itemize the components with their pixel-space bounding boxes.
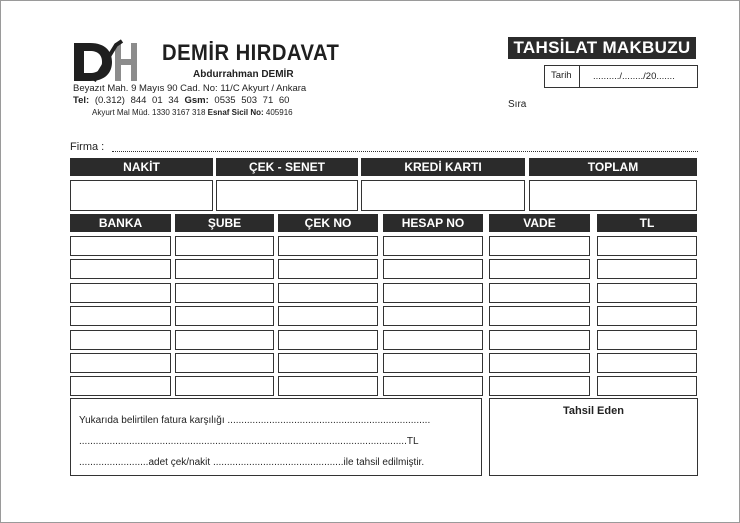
collector-label: Tahsil Eden [563, 405, 624, 417]
gsm-value: 0535 503 71 60 [214, 95, 290, 106]
table-cell-vade[interactable] [489, 330, 590, 350]
table-header-sube: ŞUBE [175, 214, 274, 232]
toplam-field[interactable] [529, 180, 697, 211]
table-cell-cek-no[interactable] [278, 376, 378, 396]
statement-line-1[interactable]: Yukarıda belirtilen fatura karşılığı ......................................................................... [79, 415, 431, 426]
table-header-hesap-no: HESAP NO [383, 214, 483, 232]
cek-senet-field[interactable] [216, 180, 358, 211]
table-cell-banka[interactable] [70, 353, 171, 373]
table-cell-vade[interactable] [489, 353, 590, 373]
registry-label: Esnaf Sicil No: [207, 108, 264, 117]
statement-line-2[interactable]: ......................................................................................................................TL [79, 436, 419, 447]
table-cell-banka[interactable] [70, 376, 171, 396]
brand-name: DEMİR HIRDAVAT [162, 40, 340, 65]
receipt-title: TAHSİLAT MAKBUZU [508, 37, 696, 59]
tel-value: (0.312) 844 01 34 [94, 95, 179, 106]
table-cell-sube[interactable] [175, 283, 274, 303]
date-box[interactable] [544, 65, 698, 88]
kredi-karti-field[interactable] [361, 180, 525, 211]
table-cell-vade[interactable] [489, 283, 590, 303]
company-logo [72, 39, 156, 83]
table-cell-banka[interactable] [70, 306, 171, 326]
collector-box[interactable] [489, 398, 698, 476]
table-cell-cek-no[interactable] [278, 259, 378, 279]
tax-info [92, 108, 293, 117]
date-label: Tarih [551, 70, 572, 81]
table-cell-banka[interactable] [70, 283, 171, 303]
table-cell-hesap-no[interactable] [383, 259, 483, 279]
firma-field[interactable] [112, 151, 698, 152]
table-cell-hesap-no[interactable] [383, 330, 483, 350]
date-field[interactable]: ........../......../20....... [593, 71, 675, 82]
table-cell-sube[interactable] [175, 259, 274, 279]
table-cell-tl[interactable] [597, 259, 697, 279]
table-cell-hesap-no[interactable] [383, 376, 483, 396]
tel-label: Tel: [73, 95, 90, 106]
company-phones [73, 95, 289, 106]
table-cell-banka[interactable] [70, 236, 171, 256]
table-cell-cek-no[interactable] [278, 330, 378, 350]
table-cell-tl[interactable] [597, 330, 697, 350]
registry-value: 405916 [265, 108, 293, 117]
sira-label: Sıra [508, 99, 527, 110]
statement-box [70, 398, 482, 476]
table-cell-sube[interactable] [175, 376, 274, 396]
table-cell-cek-no[interactable] [278, 236, 378, 256]
nakit-field[interactable] [70, 180, 213, 211]
summary-header-kredi-karti: KREDİ KARTI [361, 158, 525, 176]
table-cell-sube[interactable] [175, 306, 274, 326]
table-cell-sube[interactable] [175, 353, 274, 373]
table-cell-vade[interactable] [489, 259, 590, 279]
table-cell-hesap-no[interactable] [383, 236, 483, 256]
owner-name: Abdurrahman DEMİR [193, 69, 294, 80]
table-header-banka: BANKA [70, 214, 171, 232]
summary-header-cek-senet: ÇEK - SENET [216, 158, 358, 176]
table-cell-cek-no[interactable] [278, 283, 378, 303]
table-cell-tl[interactable] [597, 236, 697, 256]
table-cell-sube[interactable] [175, 330, 274, 350]
table-header-vade: VADE [489, 214, 590, 232]
table-cell-banka[interactable] [70, 259, 171, 279]
table-cell-cek-no[interactable] [278, 353, 378, 373]
tax-office: Akyurt Mal Müd. 1330 3167 318 [92, 108, 206, 117]
table-cell-hesap-no[interactable] [383, 283, 483, 303]
summary-header-toplam: TOPLAM [529, 158, 697, 176]
table-cell-hesap-no[interactable] [383, 306, 483, 326]
table-cell-vade[interactable] [489, 376, 590, 396]
table-cell-tl[interactable] [597, 353, 697, 373]
table-cell-hesap-no[interactable] [383, 353, 483, 373]
table-cell-vade[interactable] [489, 236, 590, 256]
gsm-label: Gsm: [184, 95, 209, 106]
table-cell-cek-no[interactable] [278, 306, 378, 326]
table-header-tl: TL [597, 214, 697, 232]
table-cell-vade[interactable] [489, 306, 590, 326]
company-address: Beyazıt Mah. 9 Mayıs 90 Cad. No: 11/C Akyurt / Ankara [73, 83, 307, 94]
table-cell-tl[interactable] [597, 306, 697, 326]
table-header-cek-no: ÇEK NO [278, 214, 378, 232]
table-cell-sube[interactable] [175, 236, 274, 256]
table-cell-tl[interactable] [597, 283, 697, 303]
firma-label: Firma : [70, 141, 105, 153]
table-cell-tl[interactable] [597, 376, 697, 396]
summary-header-nakit: NAKİT [70, 158, 213, 176]
statement-line-3[interactable]: .........................adet çek/nakit ...............................................ile tahsil edilmiştir. [79, 457, 425, 468]
date-divider [579, 66, 580, 87]
table-cell-banka[interactable] [70, 330, 171, 350]
